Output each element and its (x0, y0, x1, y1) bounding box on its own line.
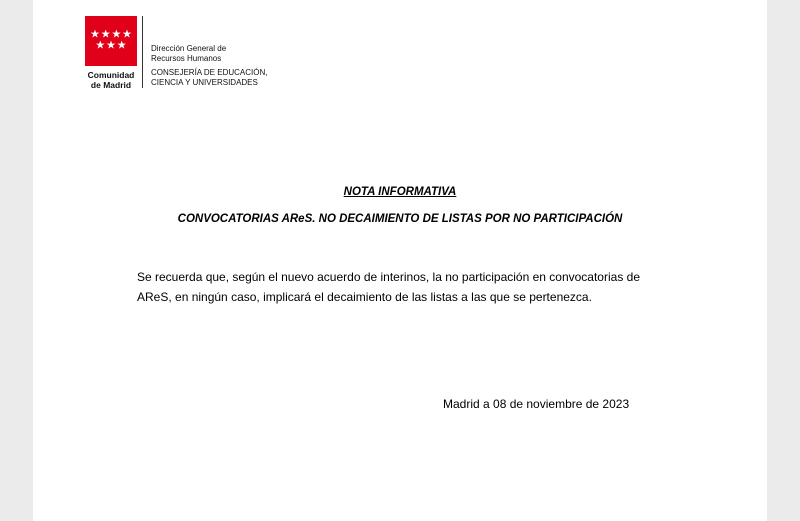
dept-line-2: CIENCIA Y UNIVERSIDADES (151, 77, 258, 87)
madrid-flag-icon (85, 16, 137, 66)
comunidad-de-madrid-logo (85, 16, 137, 90)
logo-line-1: Comunidad (87, 70, 135, 80)
document-subtitle: CONVOCATORIAS AReS. NO DECAIMIENTO DE LISTAS POR NO PARTICIPACIÓN (177, 213, 623, 225)
org-line-2: Recursos Humanos (151, 53, 222, 63)
header-divider (142, 16, 143, 88)
document-title: NOTA INFORMATIVA (343, 186, 457, 198)
org-line-1: Dirección General de (151, 44, 227, 53)
document-page (33, 0, 767, 521)
organization-block (151, 44, 267, 87)
place-and-date: Madrid a 08 de noviembre de 2023 (443, 397, 630, 411)
dept-line-1: CONSEJERÍA DE EDUCACIÓN, (151, 68, 268, 77)
logo-line-2: de Madrid (90, 80, 132, 90)
document-body: Se recuerda que, según el nuevo acuerdo de interinos, la no participación en convocatorias de AReS, en ningún caso, implicará el decaimiento de las listas a las que se pertenezca. (137, 270, 640, 304)
logo-text (85, 70, 137, 90)
